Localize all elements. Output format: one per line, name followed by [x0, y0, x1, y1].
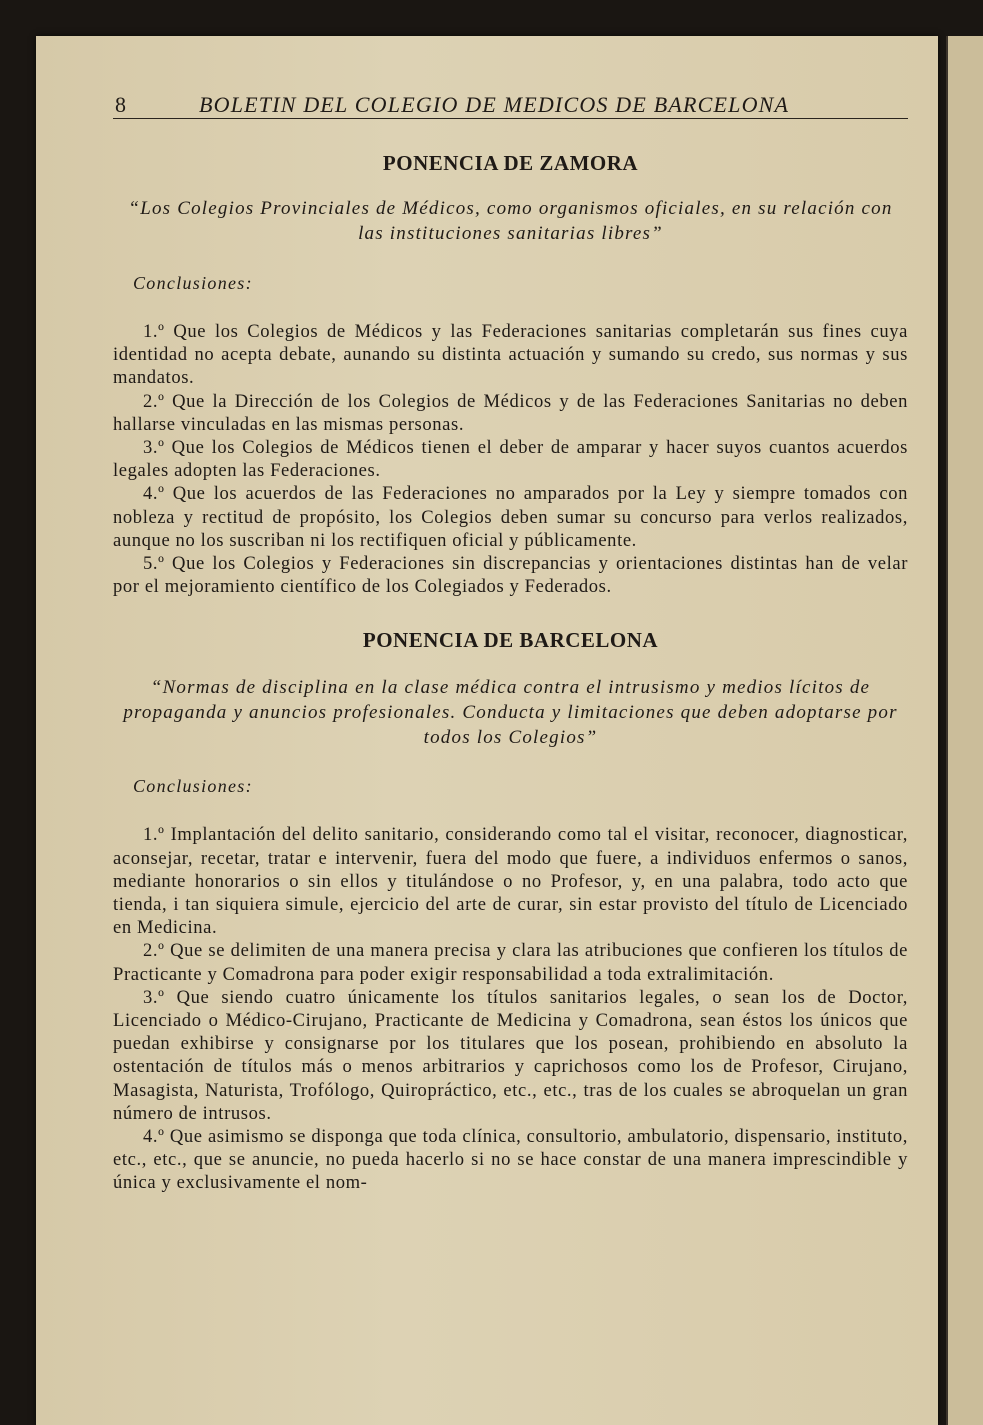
page-content [113, 84, 908, 1195]
paragraph: 2.º Que se delimiten de una manera precisa y clara las atribuciones que confieren los títulos de Practicante y Comadrona para poder exigir responsabilidad a toda extralimitación. [113, 940, 908, 985]
section-heading: PONENCIA DE BARCELONA [362, 628, 659, 653]
section-zamora [113, 151, 908, 598]
section-subtitle: “Normas de disciplina en la clase médica contra el intrusismo y medios lícitos de propaganda y anuncios profesionales. Conducta y limitaciones que deben adoptarse por todos los Colegios” [123, 677, 898, 749]
section-barcelona [113, 628, 908, 1194]
paragraph: 5.º Que los Colegios y Federaciones sin discrepancias y orientaciones distintas han de velar por el mejoramiento científico de los Colegiados y Federados. [113, 553, 908, 598]
paragraph: 1.º Implantación del delito sanitario, considerando como tal el visitar, reconocer, diagnosticar, aconsejar, recetar, tratar e intervenir, fuera del modo que fuere, a individuos enfermos o sanos, mediante honorarios o sin ellos y titulándose o no Profesor, y, en una palabra, todo acto que tienda, i tan siquiera simule, ejercicio del arte de curar, sin estar provisto del título de Licenciado en Medicina. [113, 824, 908, 939]
page-number: 8 [115, 92, 128, 117]
paragraph: 2.º Que la Dirección de los Colegios de Médicos y de las Federaciones Sanitarias no deben hallarse vinculadas en las mismas personas. [113, 390, 908, 435]
running-header [113, 84, 908, 119]
adjacent-page-edge [946, 36, 983, 1425]
section-body [113, 823, 908, 1194]
paragraph: 4.º Que asimismo se disponga que toda clínica, consultorio, ambulatorio, dispensario, instituto, etc., etc., que se anuncie, no pueda hacerlo si no se hace constar de una manera imprescindible y única y exclusivamente el nom- [113, 1126, 908, 1194]
section-body [113, 320, 908, 598]
paragraph: 1.º Que los Colegios de Médicos y las Federaciones sanitarias completarán sus fines cuya identidad no acepta debate, aunando su distinta actuación y sumando su credo, sus normas y sus mandatos. [113, 321, 908, 389]
paragraph: 3.º Que siendo cuatro únicamente los títulos sanitarios legales, o sean los de Doctor, Licenciado o Médico-Cirujano, Practicante de Medicina y Comadrona, sean éstos los únicos que puedan exhibirse y consignarse por los titulares que los posean, prohibiendo en absoluto la ostentación de títulos más o menos arbitrarios y caprichosos como los de Profesor, Cirujano, Masagista, Naturista, Trofólogo, Quiropráctico, etc., etc., tras de los cuales se abroquelan un gran número de intrusos. [113, 986, 908, 1124]
section-heading: PONENCIA DE ZAMORA [382, 151, 639, 175]
conclusions-label: Conclusiones: [133, 776, 253, 797]
section-subtitle: “Los Colegios Provinciales de Médicos, como organismos oficiales, en su relación con las instituciones sanitarias libres” [128, 198, 893, 244]
paragraph: 4.º Que los acuerdos de las Federaciones no amparados por la Ley y siempre tomados con nobleza y rectitud de propósito, los Colegios deben sumar su concurso para verlos realizados, aunque no los suscriban ni los rectifiquen oficial y públicamente. [113, 483, 908, 551]
paragraph: 3.º Que los Colegios de Médicos tienen el deber de amparar y hacer suyos cuantos acuerdos legales adopten las Federaciones. [113, 437, 908, 482]
document-page [36, 36, 938, 1425]
conclusions-label: Conclusiones: [133, 273, 253, 293]
journal-title: BOLETIN DEL COLEGIO DE MEDICOS DE BARCELONA [199, 92, 790, 117]
